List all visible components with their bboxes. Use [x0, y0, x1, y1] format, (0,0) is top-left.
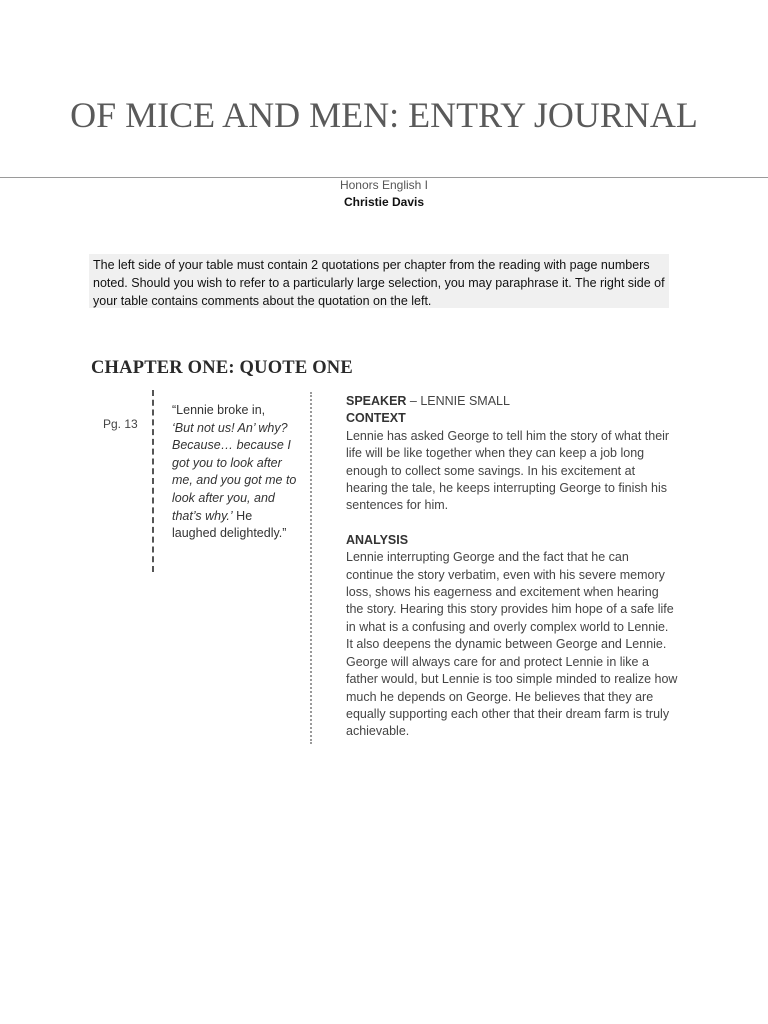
page-title: OF MICE AND MEN: ENTRY JOURNAL	[70, 95, 698, 135]
commentary	[346, 393, 678, 741]
quotation	[172, 402, 300, 543]
analysis-label: ANALYSIS	[346, 532, 409, 547]
column-divider-right	[310, 392, 312, 744]
quote-italic: ‘But not us! An’ why? Because… because I got you to look after me, and you got me to look after you, and that’s why.’	[172, 420, 297, 523]
page-number: Pg. 13	[103, 417, 138, 431]
quote-tail: He laughed delightedly.”	[172, 508, 287, 541]
analysis-text: Lennie interrupting George and the fact that he can continue the story verbatim, even with his severe memory loss, shows his eagerness and excitement when hearing the story. Hearing this story provides him hope of a safe life in what is a confusing and overly complex world to Lennie. It also deepens the dynamic between George and Lennie. George will always care for and protect Lennie in like a father would, but Lennie is too simple minded to realize how much he depends on George. He believes that they are equally supporting each other that their dream farm is truly achievable.	[346, 550, 678, 739]
column-divider-left	[152, 390, 154, 572]
instructions-box: The left side of your table must contain 2 quotations per chapter from the reading with page numbers noted. Should you wish to refer to a particularly large selection, you may paraphrase it. The right side of your table contains comments about the quotation on the left.	[89, 254, 669, 308]
quote-lead: “Lennie broke in,	[172, 403, 266, 417]
speaker-line	[346, 393, 678, 410]
author-name: Christie Davis	[343, 195, 425, 209]
speaker-label: SPEAKER	[346, 394, 407, 408]
context-label: CONTEXT	[346, 411, 406, 426]
chapter-heading: CHAPTER ONE: QUOTE ONE	[91, 358, 353, 378]
context-text: Lennie has asked George to tell him the story of what their life will be like together when they can keep a job long enough to collect some savings. In his excitement at hearing the tale, he keeps interrupting George to finish his sentences for him.	[346, 428, 670, 513]
speaker-name: – LENNIE SMALL	[406, 394, 510, 408]
course-name: Honors English I	[339, 178, 429, 192]
